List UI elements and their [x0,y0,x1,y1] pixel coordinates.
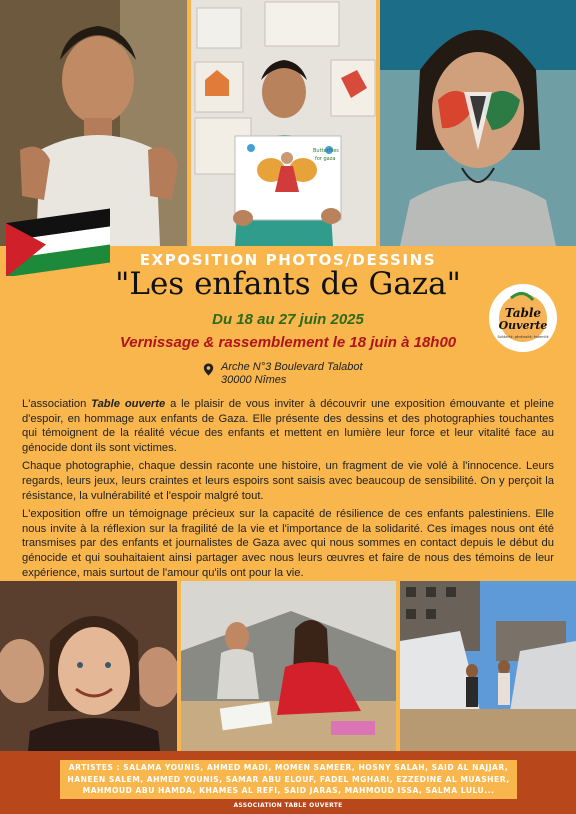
photo-girl-face-paint [380,0,576,246]
description [22,397,554,584]
photo-boy-with-drawing [191,0,376,246]
table-ouverte-logo [489,284,557,352]
artists-list [64,762,513,797]
exhibition-label: EXPOSITION PHOTOS/DESSINS [139,251,437,269]
location-pin-icon [203,363,214,376]
photo-smiling-girl [0,581,177,751]
footer-organizer: ASSOCIATION TABLE OUVERTE [233,802,343,809]
address-line2: 30000 Nîmes [221,374,287,386]
artists-line2: HANEEN SALEM, AHMED YOUNIS, SAMAR ABU ELOUF, FADEL MGHARI, EZZEDINE AL MUASHER, [67,774,510,784]
organization-name: Table ouverte [91,398,166,410]
artists-line1: ARTISTES : SALAMA YOUNIS, AHMED MADI, MOMEN SAMEER, HOSNY SALAH, SAID AL NAJJAR, [68,763,509,772]
paragraph-testimony: L'exposition offre un témoignage précieux sur la capacité de résilience de ces enfants palestiniens. Elle nous invite à la réflexion sur la fragilité de la vie et l'importance de la solidarité. Ces images nous ont été transmises par des enfants et journalistes de Gaza avec qui nous sommes en contact depuis le début du génocide et qui souhaitaient ainsi partager avec nous leurs œuvres et faire de nous des témoins de leur expérience, mais surtout de l'amour qu'ils ont pour la vie. [22,508,554,579]
top-photo-strip [0,0,576,246]
paragraph-stories: Chaque photographie, chaque dessin raconte une histoire, un fragment de vie volé à l'innocence. Leurs regards, leurs jeux, leurs craintes et leurs espoirs sont saisis avec beaucoup de sensibilité. On y perçoit la résistance, la vulnérabilité et l'espoir malgré tout. [22,460,554,502]
page-title: "Les enfants de Gaza" [115,266,461,302]
logo-tagline: Solidarité, générosité, fraternité [497,335,549,339]
drawing-caption-line1: Butterflies [313,148,339,154]
vernissage-info: Vernissage & rassemblement le 18 juin à 18h00 [119,334,457,351]
photo-girls-by-tents [400,581,576,751]
logo-line2: Ouverte [498,319,548,332]
logo-line1: Table [504,306,542,320]
paragraph-intro-rest: a le plaisir de vous inviter à découvrir une exposition émouvante et pleine d'espoir, en hommage aux enfants de Gaza. Elle présente des dessins et des photographies touchantes qui témoignent de la réalité vécue des enfants et mettent en lumière leur force et leur vitalité face au génocide dont ils sont victimes. [22,398,555,454]
drawing-caption-line2: for gaza [315,156,336,162]
address-line1: Arche N°3 Boulevard Talabot [221,361,363,373]
exhibition-dates: Du 18 au 27 juin 2025 [212,311,364,328]
paragraph-intro [22,397,554,455]
address [221,361,363,387]
photo-girls-drawing-in-tent [181,581,396,751]
artists-line3: MAHMOUD ABU HAMDA, KHAMES AL REFI, SAID JARAS, MAHMOUD ISSA, SALMA LULU... [82,786,495,795]
paragraph-intro-start: L'association [22,398,92,410]
